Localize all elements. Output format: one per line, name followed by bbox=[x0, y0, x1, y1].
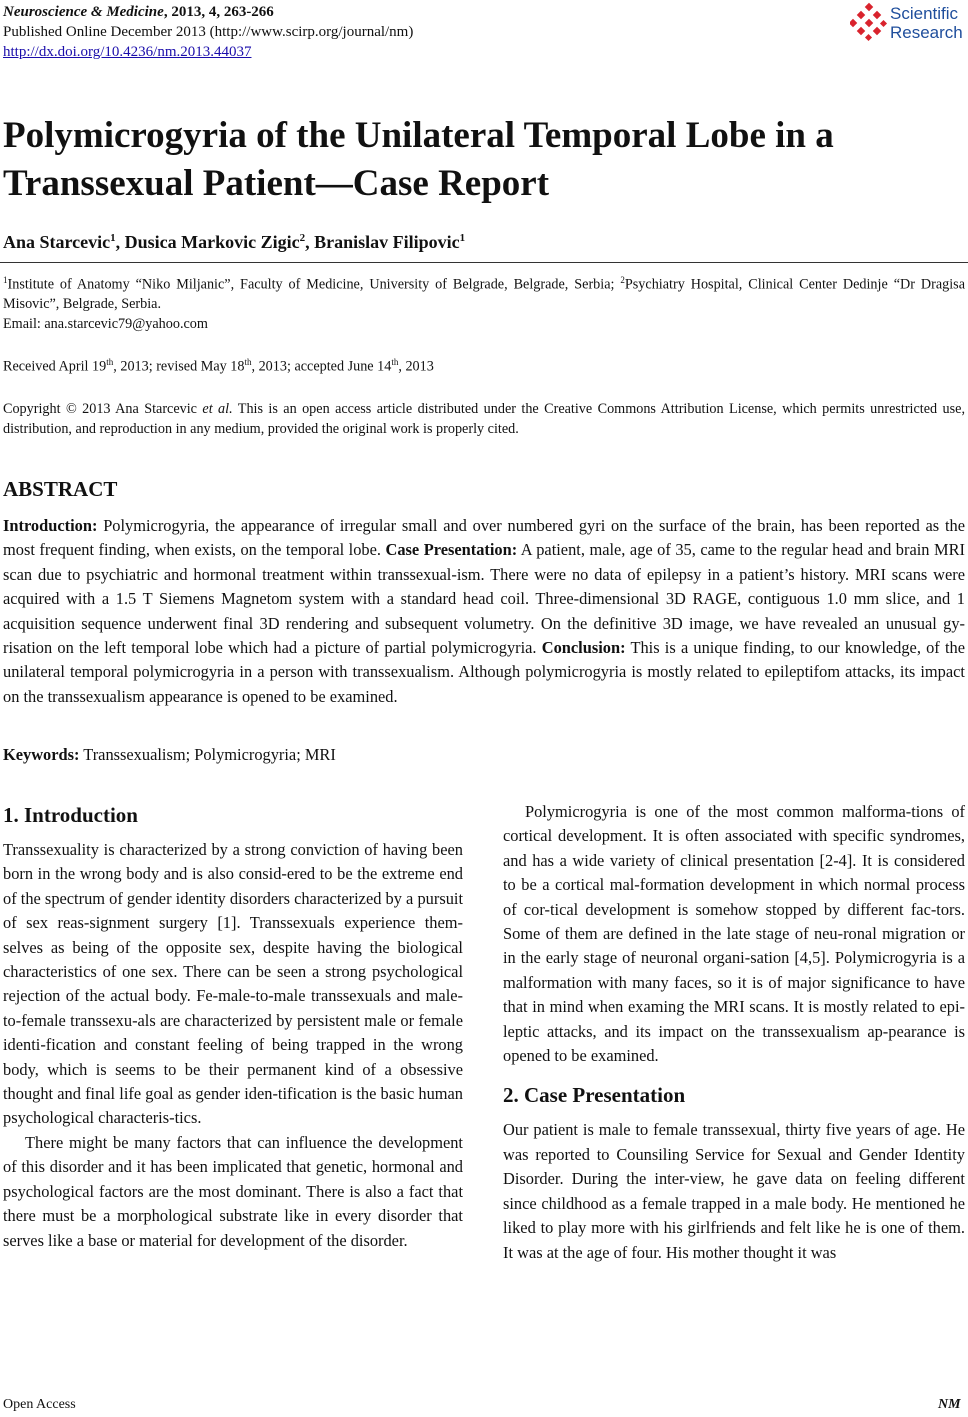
published-line: Published Online December 2013 (http://www.scirp.org/journal/nm) bbox=[3, 24, 414, 40]
year-text: , 2013 bbox=[398, 358, 434, 375]
journal-header bbox=[3, 2, 413, 62]
abstract-conclusion-text: This is a unique finding, to our knowledge, of the unilateral temporal polymicrogyria in a person with transsexualism. Although polymicrogyria is mostly related to epileptifom attacks, its impact on the transsexualism appearance is opened to be examined. bbox=[3, 638, 965, 706]
affiliation-mark: 2 bbox=[620, 275, 625, 285]
paragraph: Transsexuality is characterized by a strong conviction of having been born in the wrong body and is also consid-ered to be the extreme end of the spectrum of gender identity disorders characterized by a pursuit of sex reas-signment surgery [1]. Transsexuals experience them-selves as being of the opposite sex, despite having the biological characteristics of one sex. There can be seen a strong psychological rejection of the actual body. Fe-male-to-male transsexuals and male-to-female transsexu-als are characterized by persistent male or female identi-fication and constant feeling of being trapped in the wrong body, which is seems to be their permanent kind of a obsessive thought and final life goal as gender iden-tification is the basic human psychological characteris-tics. bbox=[3, 840, 463, 1128]
left-column bbox=[3, 800, 463, 1253]
abstract-heading: ABSTRACT bbox=[3, 477, 118, 501]
journal-volume: , 2013, 4, 263-266 bbox=[163, 4, 274, 20]
contact-email[interactable]: Email: ana.starcevic79@yahoo.com bbox=[3, 316, 208, 332]
abstract-intro-text: Polymicrogyria, the appearance of irregular small and over numbered gyri on the surface of the brain, has been reported as the most frequent finding, when exists, on the temporal lobe. bbox=[3, 516, 965, 560]
article-title: Polymicrogyria of the Unilateral Temporal Lobe in a Transsexual Patient—Case Report bbox=[3, 115, 834, 204]
received-dates bbox=[3, 357, 434, 376]
author-affiliation-mark: 2 bbox=[299, 232, 306, 244]
right-column bbox=[503, 800, 965, 1265]
affiliation-2: Psychiatry Hospital, Clinical Center Dedinje “Dr Dragisa Misovic”, Belgrade, Serbia. bbox=[3, 276, 966, 313]
abstract-case-text: A patient, male, age of 35, came to the regular head and brain MRI scan due to psychiatric and hormonal treatment within transsexual-ism. There were no data of epilepsy in a patient’s history. MRI scans were acquired with a 1.5 T Siemens Magnetom system with a standard head coil. Three-dimensional 3D RAGE, contiguous 1.0 mm slice, and 1 acquisition sequence underwent final 3D rendering and subsequent volumetry. On the definitive 3D image, we have revealed an unusual gy-risation on the left temporal lobe which had a picture of partial polymicrogyria. bbox=[3, 540, 965, 658]
author-list bbox=[3, 232, 465, 253]
footer-open-access: Open Access bbox=[3, 1397, 76, 1412]
paragraph: Our patient is male to female transsexual, thirty five years of age. He was reported to Counsiling Service for Sexual and Gender Identity Disorder. During the inter-view, he gave data on feeling different since childhood as a female trapped in a male body. He mentioned he liked to play more with his girlfriends and felt like he is one of them. It was at the age of four. His mother thought it was bbox=[503, 1120, 965, 1262]
journal-name: Neuroscience & Medicine bbox=[3, 4, 164, 20]
author-name: Ana Starcevic bbox=[3, 232, 111, 252]
received-text: Received April 19 bbox=[3, 358, 107, 375]
scientific-research-logo-icon bbox=[850, 2, 888, 42]
section-heading-case-presentation: 2. Case Presentation bbox=[503, 1083, 686, 1108]
copyright-notice bbox=[3, 399, 965, 439]
ordinal-suffix: th bbox=[391, 357, 399, 367]
affiliation-1: Institute of Anatomy “Niko Miljanic”, Faculty of Medicine, University of Belgrade, Belgrade, Serbia; bbox=[7, 276, 621, 293]
keywords-text: Transsexualism; Polymicrogyria; MRI bbox=[79, 745, 336, 764]
abstract-case-label: Case Presentation: bbox=[385, 540, 518, 560]
abstract-intro-label: Introduction: bbox=[3, 516, 98, 535]
ordinal-suffix: th bbox=[106, 357, 114, 367]
copyright-license: This is an open access article distributed under the Creative Commons Attribution License, which permits unrestricted use, distribution, and reproduction in any medium, provided the original work is properly cited. bbox=[3, 401, 965, 437]
ordinal-suffix: th bbox=[244, 357, 252, 367]
keywords-label: Keywords: bbox=[3, 745, 80, 764]
section-heading-introduction: 1. Introduction bbox=[3, 803, 138, 827]
author-affiliation-mark: 1 bbox=[459, 232, 466, 244]
paragraph: Polymicrogyria is one of the most common malforma-tions of cortical development. It is often associated with specific syndromes, and has a wide variety of clinical presentation [2-4]. It is considered to be a cortical mal-formation development in which normal process of cor-tical development is somehow stopped by different fac-tors. Some of them are defined in the late stage of neu-ronal migration or in the early stage of neuronal organi-sation [4,5]. Polymicrogyria is a malformation with many faces, so it is of major significance to have that in mind when examing the MRI scans. It is mostly related to epi-leptic attacks, and its impact on the transsexualism ap-pearance is opened to be examined. bbox=[503, 802, 965, 1066]
author-separator: , bbox=[305, 232, 315, 252]
publisher-logo bbox=[850, 2, 968, 44]
logo-text-line1: Scientific bbox=[890, 4, 959, 23]
abstract-body bbox=[3, 514, 965, 709]
footer-journal-abbrev: NM bbox=[938, 1397, 961, 1412]
affiliation-mark: 1 bbox=[3, 275, 8, 285]
author-name: Dusica Markovic Zigic bbox=[124, 232, 300, 252]
accepted-text: , 2013; accepted June 14 bbox=[251, 358, 392, 375]
copyright-etal: et al. bbox=[202, 401, 233, 417]
revised-text: , 2013; revised May 18 bbox=[113, 358, 245, 375]
paragraph: There might be many factors that can influence the development of this disorder and it has been implicated that genetic, hormonal and psychological factors are the most dominant. There is also a fact that there must be a morphological substrate like in every disorder that serves like a base or material for development of the disorder. bbox=[3, 1132, 463, 1250]
copyright-text: Copyright © 2013 Ana Starcevic bbox=[3, 401, 203, 417]
author-affiliation-mark: 1 bbox=[110, 232, 116, 244]
doi-link[interactable]: http://dx.doi.org/10.4236/nm.2013.44037 bbox=[3, 44, 252, 60]
author-separator: , bbox=[115, 232, 125, 252]
logo-text-line2: Research bbox=[890, 23, 963, 42]
keywords bbox=[3, 745, 336, 765]
header-rule bbox=[0, 262, 968, 263]
abstract-conclusion-label: Conclusion: bbox=[541, 638, 626, 658]
affiliations bbox=[3, 271, 965, 315]
author-name: Branislav Filipovic bbox=[314, 232, 460, 252]
